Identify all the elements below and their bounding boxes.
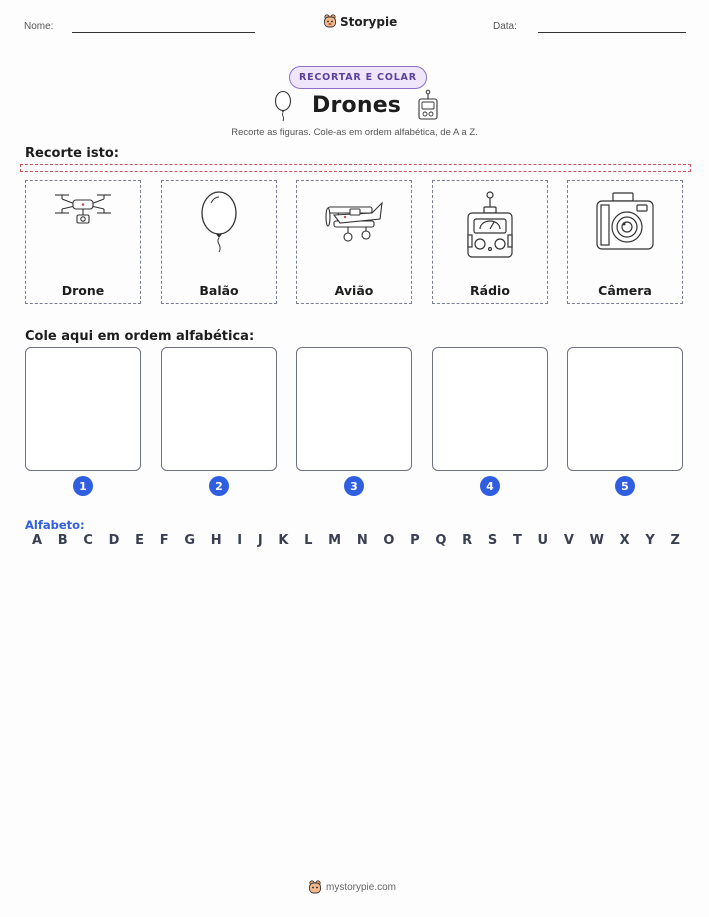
alphabet-letter: O (383, 533, 395, 548)
cut-card-camera[interactable] (567, 180, 683, 304)
alphabet-letter: A (32, 533, 43, 548)
date-line[interactable] (538, 32, 686, 33)
alphabet-letter: B (57, 533, 68, 548)
paste-slot[interactable] (432, 347, 548, 471)
card-label: Câmera (598, 283, 652, 298)
balloon-icon (197, 189, 241, 253)
alphabet-letter: L (304, 533, 313, 548)
alphabet-letter: J (257, 533, 263, 548)
camera-icon (593, 189, 657, 253)
name-label: Nome: (24, 21, 54, 32)
brand-logo (323, 14, 397, 29)
radio-icon (464, 189, 516, 263)
alphabet-letter: Z (670, 533, 680, 548)
alphabet-letter: Q (435, 533, 447, 548)
cut-card-radio[interactable] (432, 180, 548, 304)
alphabet-letter: M (328, 533, 342, 548)
alphabet-heading: Alfabeto: (25, 518, 85, 532)
brand-name: Storypie (340, 14, 398, 29)
paste-slot[interactable] (296, 347, 412, 471)
paste-slot[interactable] (25, 347, 141, 471)
storypie-mascot-icon (308, 880, 322, 895)
card-label: Rádio (470, 283, 510, 298)
alphabet-letter: P (410, 533, 420, 548)
alphabet-letter: S (487, 533, 498, 548)
slot-number-badge: 2 (209, 476, 229, 496)
alphabet-letter: G (184, 533, 195, 548)
alphabet-letter: Y (645, 533, 655, 548)
footer (308, 880, 396, 895)
footer-url[interactable]: mystorypie.com (326, 882, 397, 893)
paste-slot[interactable] (567, 347, 683, 471)
balloon-icon (272, 90, 294, 122)
alphabet-letter: K (278, 533, 289, 548)
name-line[interactable] (72, 32, 255, 33)
alphabet-letter: U (537, 533, 549, 548)
slot-number-badge: 3 (344, 476, 364, 496)
alphabet-letter: I (237, 533, 243, 548)
storypie-mascot-icon (323, 14, 337, 29)
card-label: Drone (61, 283, 105, 298)
alphabet-letter: N (356, 533, 368, 548)
cut-section-heading: Recorte isto: (25, 146, 119, 161)
cut-card-airplane[interactable] (296, 180, 412, 304)
alphabet-letter: C (83, 533, 93, 548)
alphabet-letter: E (135, 533, 145, 548)
cut-card-balloon[interactable] (161, 180, 277, 304)
radio-icon (416, 89, 440, 123)
alphabet-letter: F (159, 533, 169, 548)
alphabet-letter: W (589, 533, 604, 548)
slot-number-badge: 4 (480, 476, 500, 496)
slot-number-badge: 5 (615, 476, 635, 496)
alphabet-letter: T (512, 533, 522, 548)
airplane-icon (320, 189, 388, 247)
paste-slot[interactable] (161, 347, 277, 471)
slot-number-badge: 1 (73, 476, 93, 496)
card-label: Avião (334, 283, 374, 298)
page-title: Drones (312, 93, 402, 118)
alphabet-letter: V (563, 533, 574, 548)
date-label: Data: (493, 21, 517, 32)
paste-section-heading: Cole aqui em ordem alfabética: (25, 329, 255, 344)
drone-icon (51, 189, 115, 237)
activity-badge: RECORTAR E COLAR (289, 66, 427, 89)
alphabet-letter: H (210, 533, 222, 548)
cut-card-drone[interactable] (25, 180, 141, 304)
alphabet-letter: R (462, 533, 473, 548)
cut-line (20, 164, 691, 172)
alphabet-letter: X (619, 533, 630, 548)
alphabet-row (32, 533, 680, 548)
alphabet-letter: D (108, 533, 120, 548)
instructions: Recorte as figuras. Cole-as em ordem alfabética, de A a Z. (231, 127, 478, 138)
card-label: Balão (199, 283, 239, 298)
